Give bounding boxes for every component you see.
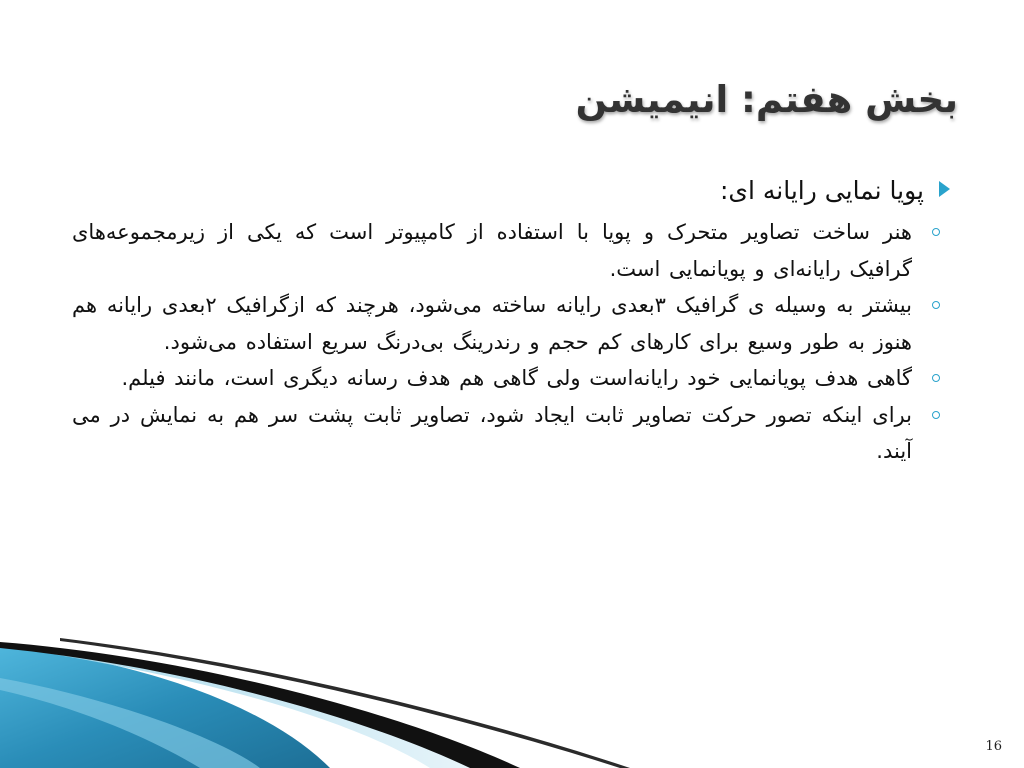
page-number: 16: [985, 739, 1002, 754]
decorative-swoosh: [0, 638, 640, 768]
sub-bullet-item: [72, 214, 950, 287]
main-bullet-item: [72, 172, 950, 210]
sub-bullet-text: گاهی هدف پویانمایی خود رایانه‌است ولی گاهی هم هدف رسانه دیگری است، مانند فیلم.: [121, 366, 912, 390]
sub-bullet-text: برای اینکه تصور حرکت تصاویر ثابت ایجاد شود، تصاویر ثابت پشت سر هم به نمایش در می آیند.: [72, 402, 912, 463]
sub-bullet-text: هنر ساخت تصاویر متحرک و پویا با استفاده از کامپیوتر است که یکی از زیرمجموعه‌های گرافیک رایانه‌ای و پویانمایی است.: [72, 220, 912, 281]
sub-bullet-text: بیشتر به وسیله ی گرافیک ۳بعدی رایانه ساخته می‌شود، هرچند که ازگرافیک ۲بعدی رایانه هم هنوز به طور وسیع برای کارهای کم حجم و رندرینگ بی‌درنگ سریع استفاده می‌شود.: [72, 293, 912, 354]
slide-content: [72, 172, 950, 470]
circle-bullet-icon: [932, 374, 940, 382]
sub-bullet-item: [72, 360, 950, 397]
circle-bullet-icon: [932, 228, 940, 236]
sub-bullet-item: [72, 397, 950, 470]
sub-bullet-list: [72, 214, 950, 470]
circle-bullet-icon: [932, 411, 940, 419]
circle-bullet-icon: [932, 301, 940, 309]
triangle-bullet-icon: [939, 181, 950, 197]
main-bullet-text: پویا نمایی رایانه ای:: [719, 176, 924, 205]
sub-bullet-item: [72, 287, 950, 360]
slide-title: بخش هفتم: انیمیشن: [575, 78, 958, 121]
